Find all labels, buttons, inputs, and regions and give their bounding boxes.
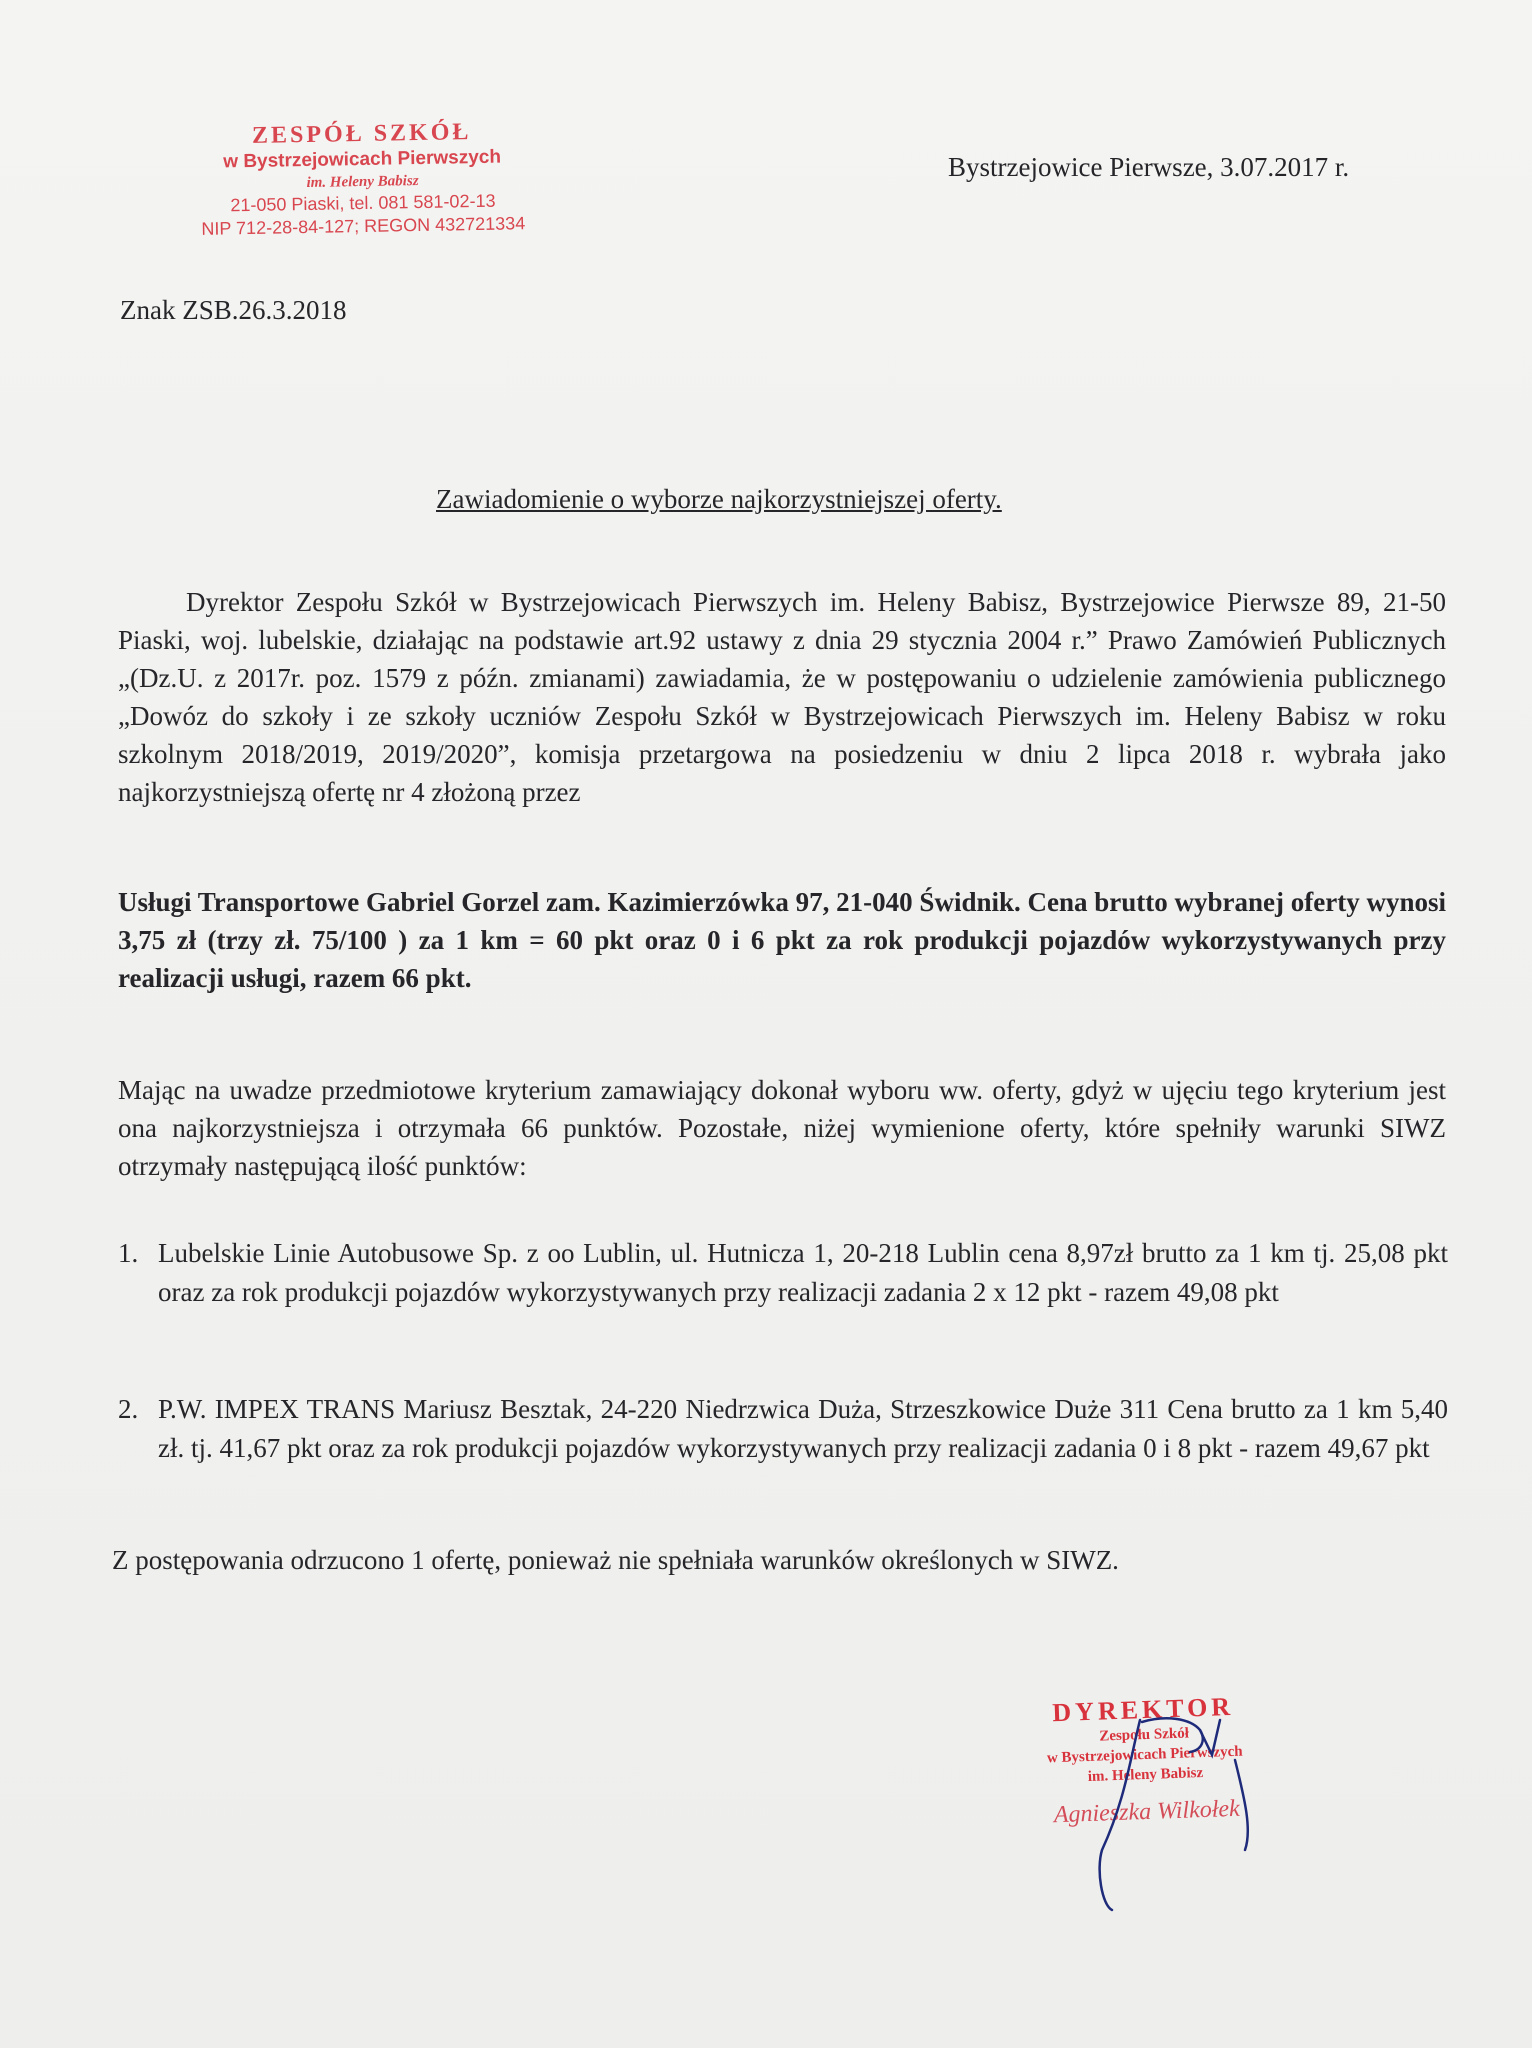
director-stamp-line3: w Bystrzejowicach Pierwszych [1046,1743,1243,1767]
school-stamp-line4: 21-050 Piaski, tel. 081 581-02-13 [230,190,496,216]
school-stamp-line1: ZESPÓŁ SZKÓŁ [251,119,472,149]
school-stamp-line5: NIP 712-28-84-127; REGON 432721334 [201,213,526,239]
handwritten-signature-icon [1030,1700,1290,1920]
list-item-number: 1. [118,1238,139,1268]
list-item-text: P.W. IMPEX TRANS Mariusz Besztak, 24-220 Niedrzwica Duża, Strzeszkowice Duże 311 Cena brutto za 1 km 5,40 zł. tj. 41,67 pkt oraz za rok produkcji pojazdów wykorzystywanych przy realizacji zadania 0 i 8 pkt - razem 49,67 pkt [158,1394,1448,1463]
list-item [118,1234,1448,1312]
document-title: Zawiadomienie o wyborze najkorzystniejszej oferty. [436,484,1002,514]
winner-paragraph: Usługi Transportowe Gabriel Gorzel zam. Kazimierzówka 97, 21-040 Świdnik. Cena brutto wybranej oferty wynosi 3,75 zł (trzy zł. 75/100 ) za 1 km = 60 pkt oraz 0 i 6 pkt za rok produkcji pojazdów wykorzystywanych przy realizacji usługi, razem 66 pkt. [118,887,1446,993]
document-date: Bystrzejowice Pierwsze, 3.07.2017 r. [948,152,1350,182]
director-name-stamp: Agnieszka Wilkołek [1053,1795,1241,1829]
rejection-statement: Z postępowania odrzucono 1 ofertę, ponieważ nie spełniała warunków określonych w SIWZ. [112,1545,1119,1575]
list-item [118,1390,1448,1468]
intro-paragraph: Dyrektor Zespołu Szkół w Bystrzejowicach Pierwszych im. Heleny Babisz, Bystrzejowice Pierwsze 89, 21-50 Piaski, woj. lubelskie, działając na podstawie art.92 ustawy z dnia 29 stycznia 2004 r.” Prawo Zamówień Publicznych „(Dz.U. z 2017r. poz. 1579 z późn. zmianami) zawiadamia, że w postępowaniu o udzielenie zamówienia publicznego „Dowóz do szkoły i ze szkoły uczniów Zespołu Szkół w Bystrzejowicach Pierwszych im. Heleny Babisz w roku szkolnym 2018/2019, 2019/2020”, komisja przetargowa na posiedzeniu w dniu 2 lipca 2018 r. wybrała jako najkorzystniejszą ofertę nr 4 złożoną przez [118,587,1446,807]
school-stamp [174,117,551,242]
list-item-number: 2. [118,1394,139,1424]
list-item-text: Lubelskie Linie Autobusowe Sp. z oo Lublin, ul. Hutnicza 1, 20-218 Lublin cena 8,97zł brutto za 1 km tj. 25,08 pkt oraz za rok produkcji pojazdów wykorzystywanych przy realizacji zadania 2 x 12 pkt - razem 49,08 pkt [158,1238,1448,1307]
criterion-paragraph: Mając na uwadze przedmiotowe kryterium zamawiający dokonał wyboru ww. oferty, gdyż w ujęciu tego kryterium jest ona najkorzystniejsza i otrzymała 66 punktów. Pozostałe, niżej wymienione oferty, które spełniły warunki SIWZ otrzymały następującą ilość punktów: [118,1075,1446,1181]
director-stamp-title: DYREKTOR [1051,1691,1235,1728]
director-stamp-line4: im. Heleny Babisz [1087,1764,1204,1786]
school-stamp-line2: w Bystrzejowicach Pierwszych [223,146,502,173]
director-stamp-line2: Zespołu Szkół [1099,1725,1190,1745]
reference-number: Znak ZSB.26.3.2018 [120,295,347,325]
school-stamp-line3: im. Heleny Babisz [306,173,419,191]
